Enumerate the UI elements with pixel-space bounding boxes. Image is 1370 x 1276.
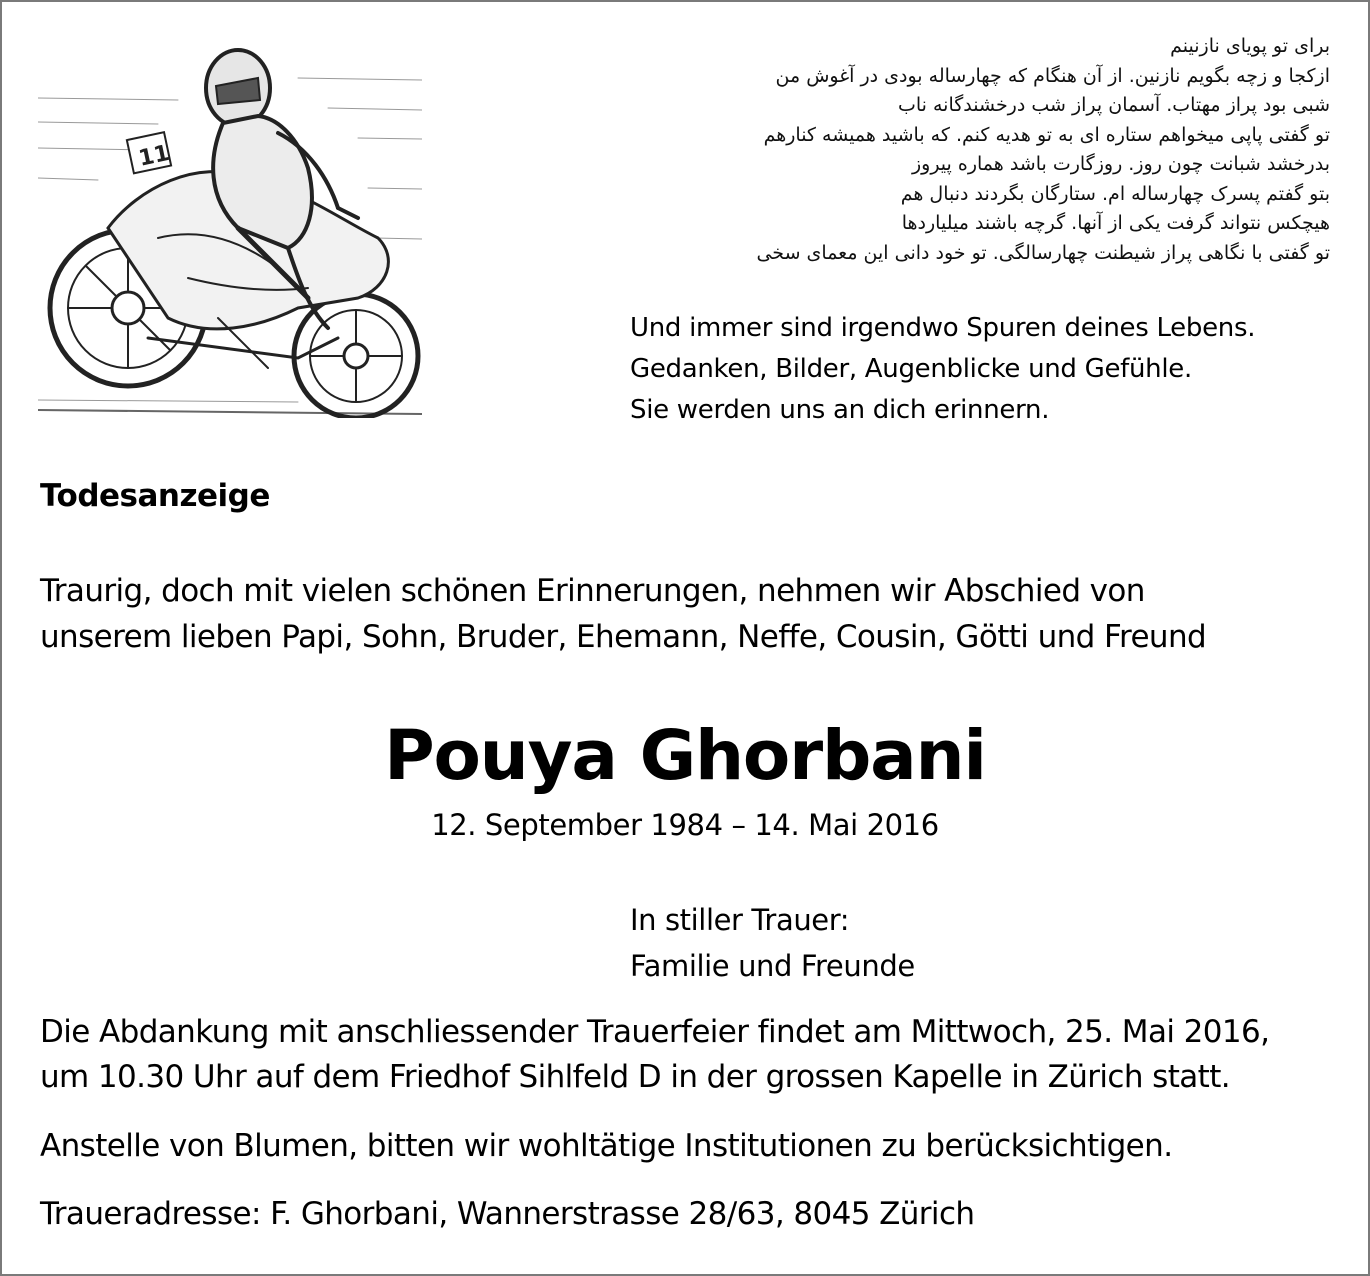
poem-line: ازکجا و زچه بگویم نازنین. از آن هنگام که چهارساله بودی در آغوش من [775,64,1330,87]
flowers-note: Anstelle von Blumen, bitten wir wohltätige Institutionen zu berücksichtigen. [40,1128,1173,1164]
ceremony-info [40,1010,1269,1100]
mourners-block [630,897,915,989]
ceremony-line: Die Abdankung mit anschliessender Trauerfeier findet am Mittwoch, 25. Mai 2016, [40,1014,1270,1050]
intro-line: Traurig, doch mit vielen schönen Erinnerungen, nehmen wir Abschied von [40,573,1145,609]
poem-line: تو گفتی پاپی میخواهم ستاره ای به تو هدیه کنم. که باشید همیشه کنارهم [763,123,1330,146]
ceremony-line: um 10.30 Uhr auf dem Friedhof Sihlfeld D in der grossen Kapelle in Zürich statt. [40,1059,1231,1095]
mourning-address: Traueradresse: F. Ghorbani, Wannerstrasse 28/63, 8045 Zürich [40,1196,975,1232]
intro-text [40,568,1206,660]
mourning-line: Familie und Freunde [630,949,915,983]
poem-line: برای تو پویای نازنینم [1170,35,1330,57]
poem-line: بتو گفتم پسرک چهارساله ام. ستارگان بگردند دنبال هم [900,182,1330,205]
poem-line: هیچکس نتواند گرفت یکی از آنها. گرچه باشند میلیاردها [901,212,1330,234]
announcement-heading: Todesanzeige [40,478,270,514]
intro-line: unserem lieben Papi, Sohn, Bruder, Ehemann, Neffe, Cousin, Götti und Freund [40,619,1207,655]
verse-line: Und immer sind irgendwo Spuren deines Lebens. [630,313,1256,343]
poem-line: شبی بود پراز مهتاب. آسمان پراز شب درخشندگانه ناب [897,94,1330,116]
verse-line: Gedanken, Bilder, Augenblicke und Gefühle. [630,354,1192,384]
mourning-line: In stiller Trauer: [630,903,850,937]
life-dates: 12. September 1984 – 14. Mai 2016 [431,808,939,842]
poem-line: تو گفتی با نگاهی پراز شیطنت چهارسالگی. تو خود دانی این معمای سخی [756,241,1330,264]
persian-poem [410,32,1330,268]
memorial-verse [630,308,1255,431]
motorcycle-rider-sketch-icon [38,38,422,418]
poem-line: بدرخشد شبانت چون روز. روزگارت باشد هماره پیروز [911,153,1330,175]
verse-line: Sie werden uns an dich erinnern. [630,395,1050,425]
rider-number: 11 [136,140,172,172]
deceased-name: Pouya Ghorbani [384,716,986,796]
